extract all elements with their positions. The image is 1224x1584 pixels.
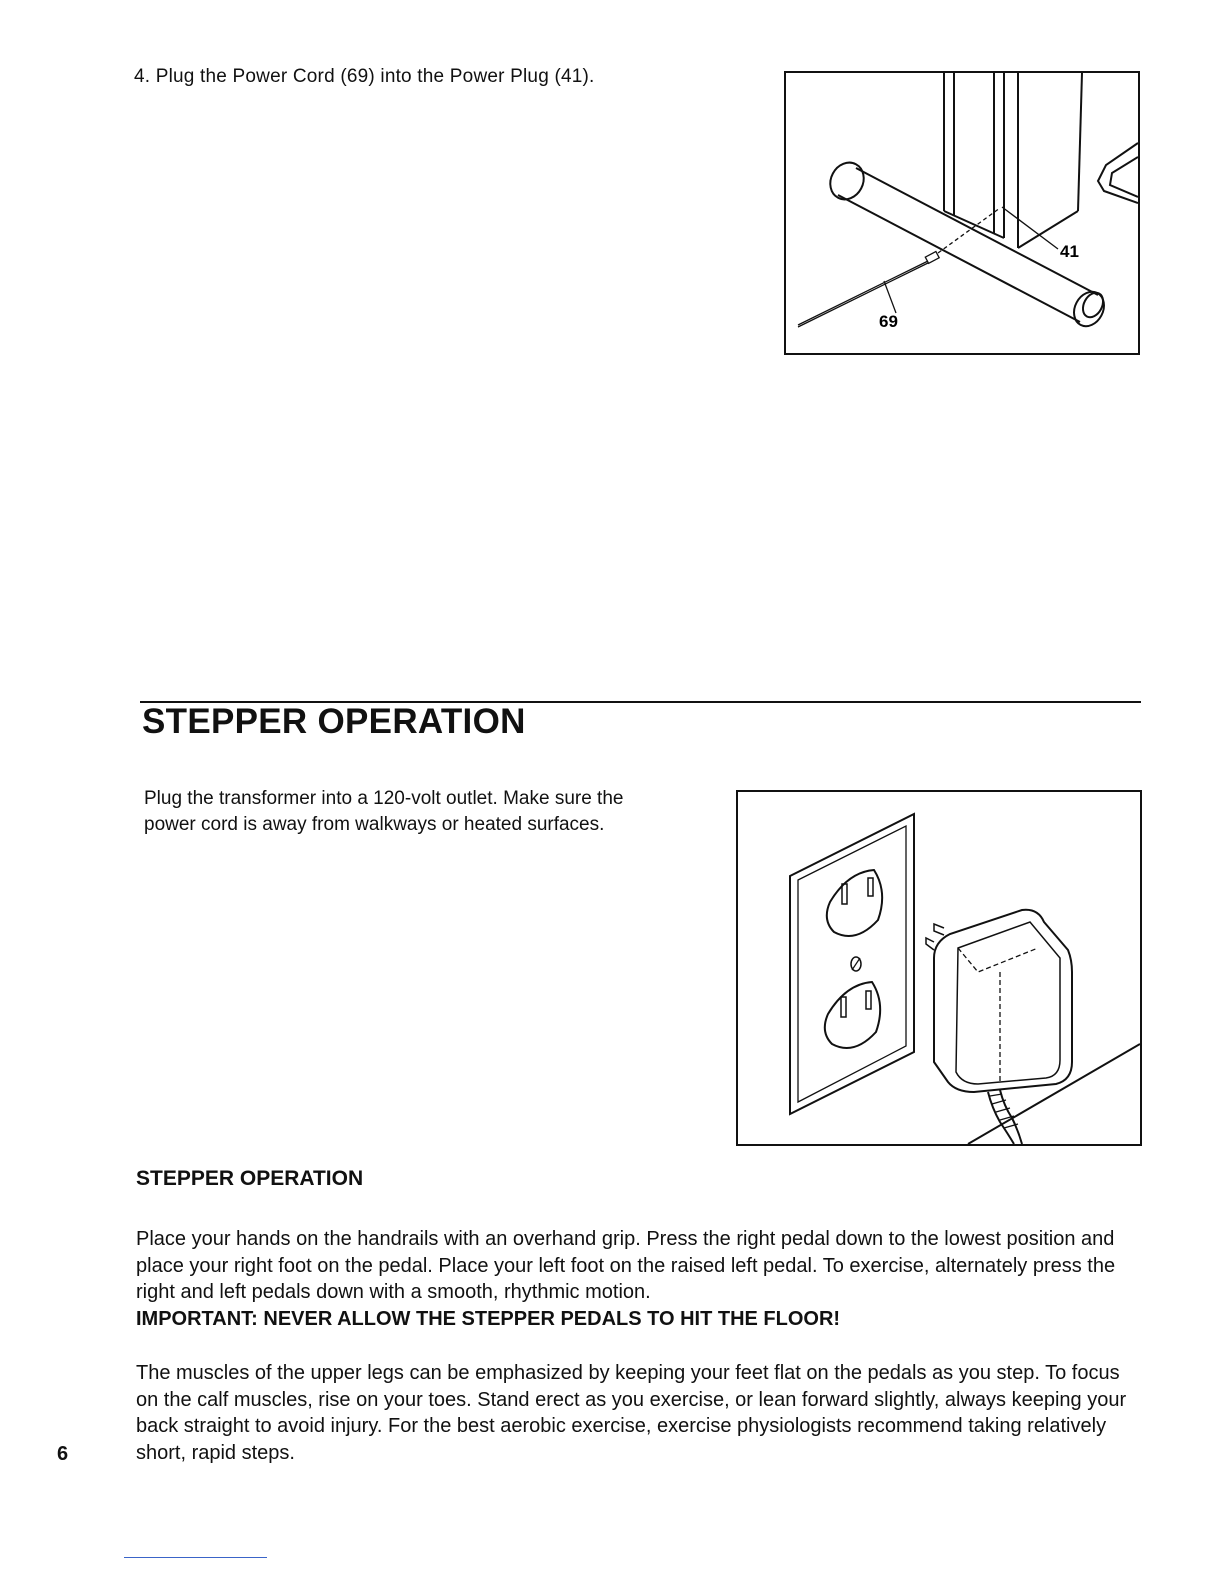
step-4-instruction (134, 66, 595, 88)
intro-paragraph: Plug the transformer into a 120-volt outlet. Make sure the power cord is away from walkways or heated surfaces. (144, 788, 624, 835)
callout-69: 69 (879, 312, 898, 331)
step-number: 4. (134, 66, 151, 87)
operation-paragraph-2: The muscles of the upper legs can be emphasized by keeping your feet flat on the pedals as you step. To focus on the calf muscles, rise on your toes. Stand erect as you exercise, or lean forward slightly, always keeping your back straight to avoid injury. For the best aerobic exercise, exercise physiologists recommend taking relatively short, rapid steps. (136, 1362, 1127, 1464)
callout-41: 41 (1060, 242, 1079, 261)
operation-paragraph-1 (136, 1226, 1141, 1332)
footer-rule (124, 1557, 267, 1558)
power-plug-illustration (786, 73, 1138, 353)
section-title: STEPPER OPERATION (142, 702, 526, 741)
wall-outlet-frame (736, 790, 1142, 1146)
power-plug-figure (784, 71, 1140, 355)
outlet-transformer-illustration (738, 792, 1140, 1144)
operation-instructions: Place your hands on the handrails with an overhand grip. Press the right pedal down to the lowest position and place your right foot on the pedal. Place your left foot on the raised left pedal. To exercise, alternately press the right and left pedals down with a smooth, rhythmic motion. (136, 1228, 1116, 1303)
operation-title: STEPPER OPERATION (136, 1167, 364, 1190)
step-text: Plug the Power Cord (69) into the Power Plug (41). (155, 66, 595, 87)
important-warning: IMPORTANT: NEVER ALLOW THE STEPPER PEDALS TO HIT THE FLOOR! (136, 1307, 841, 1330)
page-number: 6 (57, 1443, 69, 1465)
